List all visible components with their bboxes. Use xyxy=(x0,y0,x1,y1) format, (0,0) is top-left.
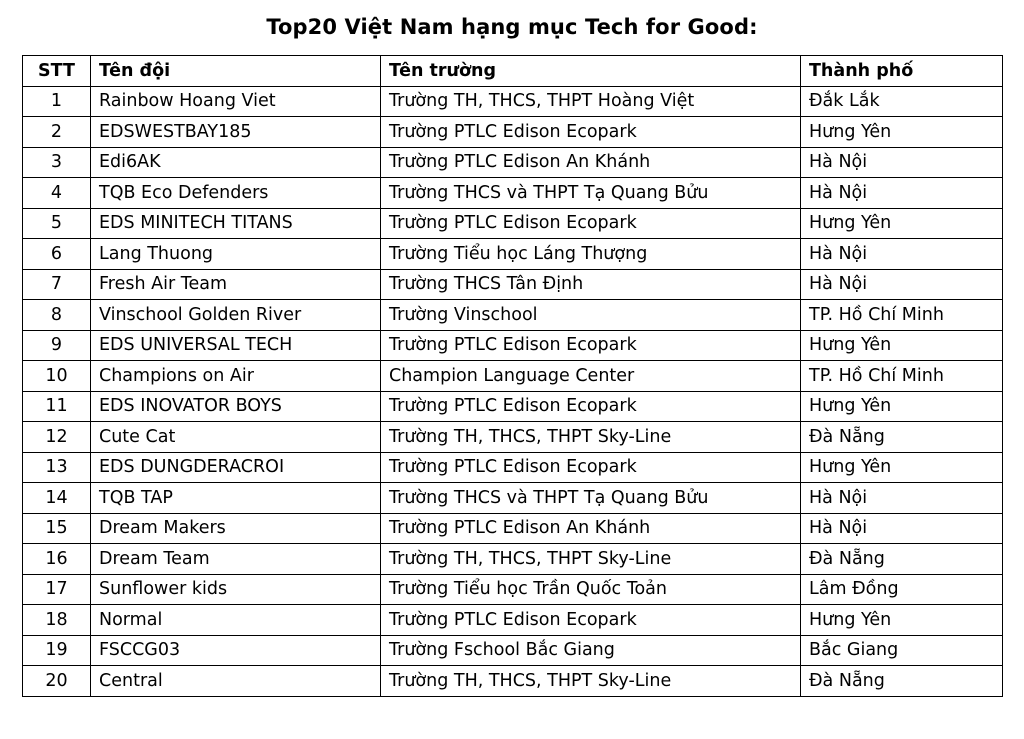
cell-stt: 15 xyxy=(23,513,91,544)
cell-stt: 8 xyxy=(23,300,91,331)
cell-school: Trường Fschool Bắc Giang xyxy=(381,635,801,666)
cell-school: Trường TH, THCS, THPT Sky-Line xyxy=(381,422,801,453)
cell-city: Hà Nội xyxy=(801,513,1003,544)
cell-city: Hà Nội xyxy=(801,269,1003,300)
cell-city: Lâm Đồng xyxy=(801,574,1003,605)
cell-team: EDS DUNGDERACROI xyxy=(91,452,381,483)
table-row xyxy=(23,330,1003,361)
column-header-city: Thành phố xyxy=(801,56,1003,87)
cell-team: Normal xyxy=(91,605,381,636)
cell-stt: 9 xyxy=(23,330,91,361)
cell-team: TQB Eco Defenders xyxy=(91,178,381,209)
cell-school: Trường PTLC Edison Ecopark xyxy=(381,605,801,636)
cell-school: Trường PTLC Edison Ecopark xyxy=(381,117,801,148)
cell-stt: 18 xyxy=(23,605,91,636)
table-row xyxy=(23,361,1003,392)
table-container xyxy=(0,55,1024,697)
cell-school: Trường PTLC Edison Ecopark xyxy=(381,208,801,239)
table-row xyxy=(23,635,1003,666)
cell-stt: 13 xyxy=(23,452,91,483)
cell-city: Đà Nẵng xyxy=(801,422,1003,453)
cell-team: Central xyxy=(91,666,381,697)
table-row xyxy=(23,147,1003,178)
cell-school: Trường THCS và THPT Tạ Quang Bửu xyxy=(381,178,801,209)
table-row xyxy=(23,239,1003,270)
cell-team: Vinschool Golden River xyxy=(91,300,381,331)
cell-city: Đà Nẵng xyxy=(801,544,1003,575)
cell-school: Trường TH, THCS, THPT Sky-Line xyxy=(381,666,801,697)
cell-team: Champions on Air xyxy=(91,361,381,392)
table-row xyxy=(23,269,1003,300)
cell-city: Hà Nội xyxy=(801,178,1003,209)
cell-school: Trường THCS và THPT Tạ Quang Bửu xyxy=(381,483,801,514)
column-header-school: Tên trường xyxy=(381,56,801,87)
cell-city: Đắk Lắk xyxy=(801,86,1003,117)
cell-city: Hà Nội xyxy=(801,483,1003,514)
cell-school: Trường Tiểu học Láng Thượng xyxy=(381,239,801,270)
table-row xyxy=(23,208,1003,239)
cell-school: Trường Vinschool xyxy=(381,300,801,331)
cell-team: Dream Makers xyxy=(91,513,381,544)
table-row xyxy=(23,178,1003,209)
cell-stt: 2 xyxy=(23,117,91,148)
cell-team: Lang Thuong xyxy=(91,239,381,270)
cell-school: Trường TH, THCS, THPT Sky-Line xyxy=(381,544,801,575)
cell-city: Đà Nẵng xyxy=(801,666,1003,697)
table-row xyxy=(23,300,1003,331)
cell-team: EDS INOVATOR BOYS xyxy=(91,391,381,422)
cell-stt: 6 xyxy=(23,239,91,270)
cell-team: TQB TAP xyxy=(91,483,381,514)
cell-school: Trường PTLC Edison An Khánh xyxy=(381,513,801,544)
cell-team: FSCCG03 xyxy=(91,635,381,666)
cell-school: Trường Tiểu học Trần Quốc Toản xyxy=(381,574,801,605)
table-row xyxy=(23,544,1003,575)
cell-team: Rainbow Hoang Viet xyxy=(91,86,381,117)
page-title: Top20 Việt Nam hạng mục Tech for Good: xyxy=(266,15,758,39)
table-row xyxy=(23,117,1003,148)
table-row xyxy=(23,666,1003,697)
cell-school: Trường PTLC Edison Ecopark xyxy=(381,330,801,361)
cell-team: Cute Cat xyxy=(91,422,381,453)
cell-city: TP. Hồ Chí Minh xyxy=(801,300,1003,331)
cell-school: Trường PTLC Edison Ecopark xyxy=(381,391,801,422)
cell-stt: 1 xyxy=(23,86,91,117)
cell-city: Bắc Giang xyxy=(801,635,1003,666)
cell-stt: 7 xyxy=(23,269,91,300)
cell-city: Hà Nội xyxy=(801,239,1003,270)
table-row xyxy=(23,86,1003,117)
cell-stt: 19 xyxy=(23,635,91,666)
cell-school: Trường PTLC Edison Ecopark xyxy=(381,452,801,483)
cell-city: Hưng Yên xyxy=(801,452,1003,483)
cell-city: Hưng Yên xyxy=(801,605,1003,636)
cell-stt: 10 xyxy=(23,361,91,392)
cell-city: Hưng Yên xyxy=(801,117,1003,148)
table-header-row xyxy=(23,56,1003,87)
cell-stt: 3 xyxy=(23,147,91,178)
table-row xyxy=(23,513,1003,544)
table-row xyxy=(23,391,1003,422)
cell-city: Hưng Yên xyxy=(801,330,1003,361)
cell-city: Hà Nội xyxy=(801,147,1003,178)
cell-stt: 17 xyxy=(23,574,91,605)
cell-team: Dream Team xyxy=(91,544,381,575)
table-header xyxy=(23,56,1003,87)
table-row xyxy=(23,605,1003,636)
top20-ranking-table xyxy=(22,55,1003,697)
cell-school: Trường TH, THCS, THPT Hoàng Việt xyxy=(381,86,801,117)
cell-city: TP. Hồ Chí Minh xyxy=(801,361,1003,392)
cell-stt: 14 xyxy=(23,483,91,514)
cell-team: Sunflower kids xyxy=(91,574,381,605)
table-body xyxy=(23,86,1003,696)
cell-stt: 4 xyxy=(23,178,91,209)
cell-stt: 12 xyxy=(23,422,91,453)
cell-school: Trường PTLC Edison An Khánh xyxy=(381,147,801,178)
table-row xyxy=(23,422,1003,453)
cell-stt: 16 xyxy=(23,544,91,575)
cell-team: EDSWESTBAY185 xyxy=(91,117,381,148)
cell-team: EDS MINITECH TITANS xyxy=(91,208,381,239)
table-row xyxy=(23,483,1003,514)
cell-city: Hưng Yên xyxy=(801,208,1003,239)
table-row xyxy=(23,452,1003,483)
cell-stt: 5 xyxy=(23,208,91,239)
table-row xyxy=(23,574,1003,605)
cell-school: Trường THCS Tân Định xyxy=(381,269,801,300)
cell-city: Hưng Yên xyxy=(801,391,1003,422)
cell-team: Edi6AK xyxy=(91,147,381,178)
cell-stt: 20 xyxy=(23,666,91,697)
cell-stt: 11 xyxy=(23,391,91,422)
cell-school: Champion Language Center xyxy=(381,361,801,392)
column-header-stt: STT xyxy=(23,56,91,87)
cell-team: EDS UNIVERSAL TECH xyxy=(91,330,381,361)
column-header-team: Tên đội xyxy=(91,56,381,87)
cell-team: Fresh Air Team xyxy=(91,269,381,300)
